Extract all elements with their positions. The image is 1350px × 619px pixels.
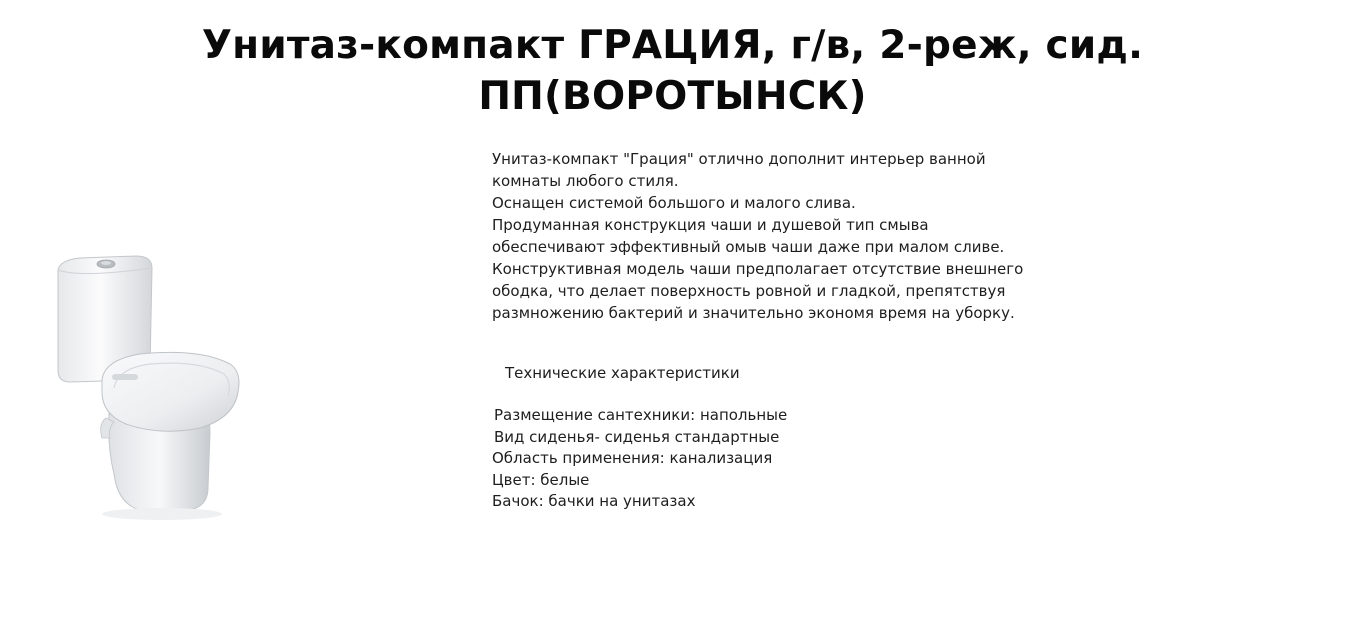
description-line: ободка, что делает поверхность ровной и гладкой, препятствуя — [492, 282, 1006, 300]
description-line: комнаты любого стиля. — [492, 172, 679, 190]
description-line: размножению бактерий и значительно экономя время на уборку. — [492, 304, 1015, 322]
spec-row: Цвет: белые — [492, 470, 590, 489]
description-line: Продуманная конструкция чаши и душевой тип смыва — [492, 216, 929, 234]
spec-row: Область применения: канализация — [492, 449, 773, 468]
description-line: обеспечивают эффективный омыв чаши даже при малом сливе. — [492, 238, 1005, 256]
product-description — [492, 148, 1052, 324]
spec-row: Бачок: бачки на унитазах — [492, 492, 696, 511]
specs-heading: Технические характеристики — [505, 364, 740, 382]
spec-row: Вид сиденья- сиденья стандартные — [494, 427, 780, 446]
specs-list — [492, 405, 787, 513]
product-title: Унитаз-компакт ГРАЦИЯ, г/в, 2-реж, сид. ПП(ВОРОТЫНСК) — [201, 23, 1144, 119]
description-line: Оснащен системой большого и малого слива. — [492, 194, 856, 212]
description-line: Унитаз-компакт "Грация" отлично дополнит интерьер ванной — [492, 150, 986, 168]
description-line: Конструктивная модель чаши предполагает отсутствие внешнего — [492, 260, 1024, 278]
toilet-icon — [40, 242, 280, 527]
spec-row: Размещение сантехники: напольные — [494, 406, 788, 424]
